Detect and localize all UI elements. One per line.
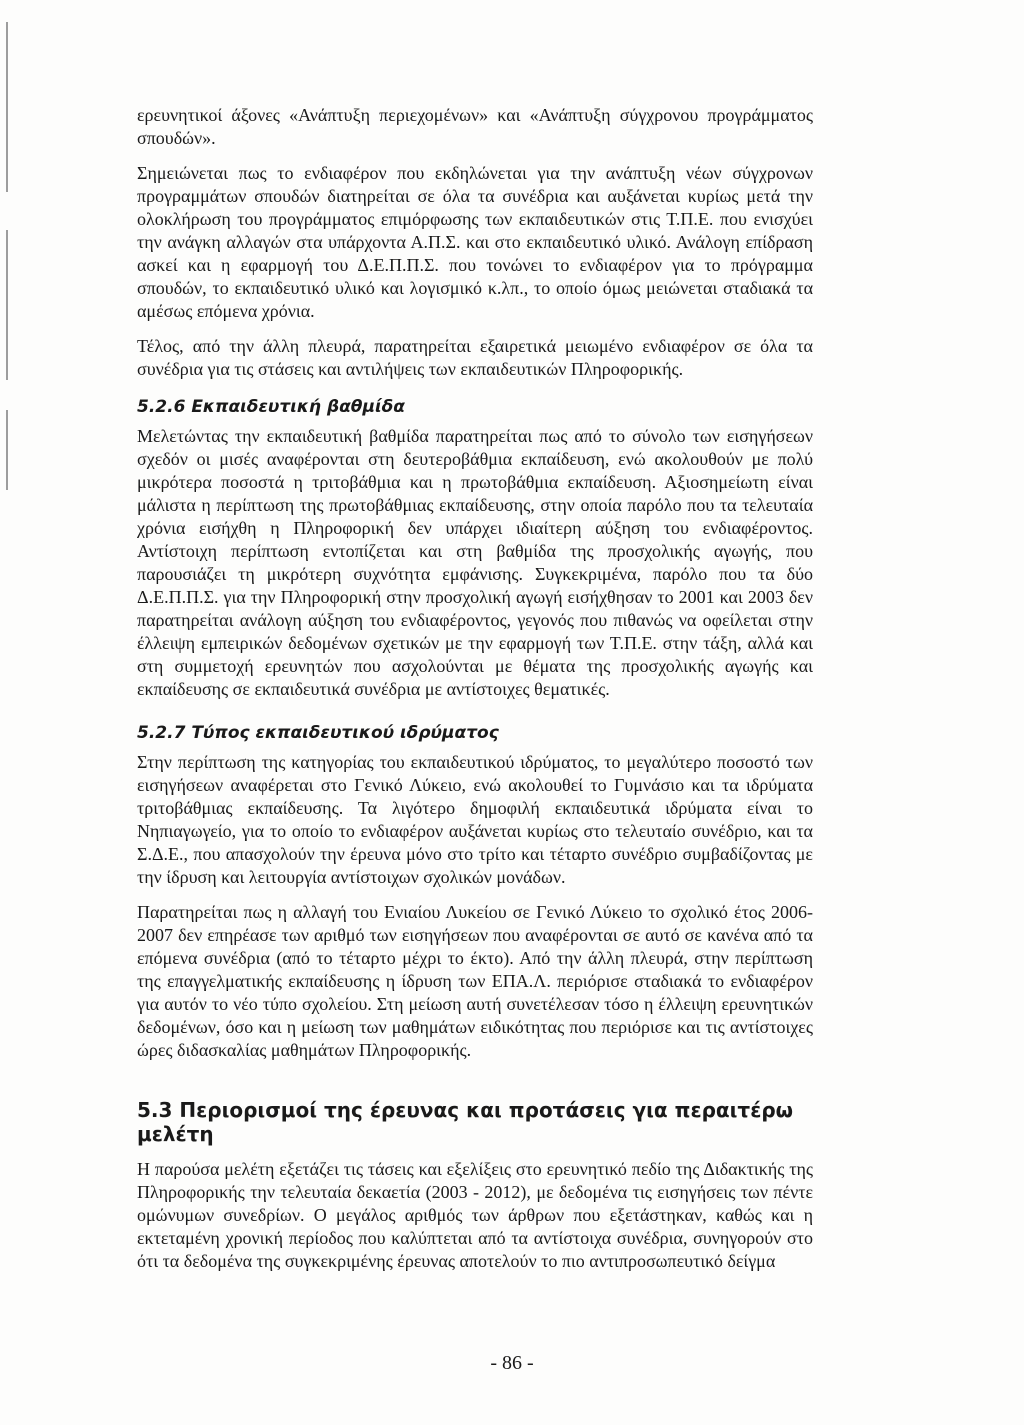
page-number: - 86 - [490, 1352, 534, 1374]
heading-5-3: 5.3 Περιορισμοί της έρευνας και προτάσεις για περαιτέρω μελέτη [137, 1098, 794, 1146]
paragraph-curriculum-interest: Σημειώνεται πως το ενδιαφέρον που εκδηλώνεται για την ανάπτυξη νέων σύγχρονων προγραμμάτων σπουδών διατηρείται σε όλα τα συνέδρια και αυξάνεται κυρίως μετά την ολοκλήρωση του προγράμματος επιμόρφωσης των εκπαιδευτικών στις Τ.Π.Ε. που ενισχύει την ανάγκη αλλαγών στα υπάρχοντα Α.Π.Σ. και στο εκπαιδευτικό υλικό. Ανάλογη επίδραση ασκεί και η εφαρμογή του Δ.Ε.Π.Π.Σ. που τονώνει το ενδιαφέρον για το πρόγραμμα σπουδών, το εκπαιδευτικό υλικό και λογισμικό κ.λπ., το οποίο όμως μειώνεται σταδιακά τα αμέσως επόμενα χρόνια. [137, 163, 813, 321]
paragraph-institution-type: Στην περίπτωση της κατηγορίας του εκπαιδευτικού ιδρύματος, το μεγαλύτερο ποσοστό των εισηγήσεων αναφέρεται στο Γενικό Λύκειο, ενώ ακολουθεί το Γυμνάσιο και τα ιδρύματα τριτοβάθμιας εκπαίδευσης. Τα λιγότερο δημοφιλή εκπαιδευτικά ιδρύματα είναι το Νηπιαγωγείο, για το οποίο το ενδιαφέρον αυξάνεται κυρίως στο τελευταίο συνέδριο, και τα Σ.Δ.Ε., που απασχολούν την έρευνα μόνο στο τρίτο και τέταρτο συνέδριο συμβαδίζοντας με την ίδρυση και λειτουργία αντίστοιχων σχολικών μονάδων. [137, 752, 813, 887]
paragraph-limitations: Η παρούσα μελέτη εξετάζει τις τάσεις και εξελίξεις στο ερευνητικό πεδίο της Διδακτικής της Πληροφορικής την τελευταία δεκαετία (2003 - 2012), με δεδομένα τις εισηγήσεις των πέντε ομώνυμων συνεδρίων. Ο μεγάλος αριθμός των άρθρων που εξετάστηκαν, καθώς και η εκτεταμένη χρονική περίοδος που καλύπτεται από τα αντίστοιχα συνέδρια, συνηγορούν στο ότι τα δεδομένα της συγκεκριμένης έρευνας αποτελούν το πιο αντιπροσωπευτικό δείγμα [137, 1159, 813, 1271]
heading-5-2-7: 5.2.7 Τύπος εκπαιδευτικού ιδρύματος [137, 723, 499, 743]
paragraph-lyceum-change: Παρατηρείται πως η αλλαγή του Ενιαίου Λυκείου σε Γενικό Λύκειο το σχολικό έτος 2006-2007 δεν επηρέασε των αριθμό των εισηγήσεων που αναφέρονται σε αυτό σε κανένα από τα επόμενα συνέδρια (από το τέταρτο μέχρι το έκτο). Από την άλλη πλευρά, στην περίπτωση της επαγγελματικής εκπαίδευσης η ίδρυση των ΕΠΑ.Λ. περιόρισε σταδιακά το ενδιαφέρον για αυτόν το νέο τύπο σχολείου. Στη μείωση αυτή συνετέλεσαν τόσο η έλλειψη ερευνητικών δεδομένων, όσο και η μείωση των μαθημάτων ειδικότητας που περιόρισε και τις αντίστοιχες ώρες διδασκαλίας μαθημάτων Πληροφορικής. [137, 902, 813, 1060]
heading-5-2-6: 5.2.6 Εκπαιδευτική βαθμίδα [137, 397, 405, 417]
scan-edge-mark [6, 410, 8, 490]
scan-edge-mark [6, 230, 8, 380]
paragraph-research-axes: ερευνητικοί άξονες «Ανάπτυξη περιεχομένων» και «Ανάπτυξη σύγχρονου προγράμματος σπουδών». [137, 105, 813, 148]
paragraph-education-level: Μελετώντας την εκπαιδευτική βαθμίδα παρατηρείται πως από το σύνολο των εισηγήσεων σχεδόν οι μισές αναφέρονται στη δευτεροβάθμια εκπαίδευση, ενώ ακολουθούν με πολύ μικρότερα ποσοστά η τριτοβάθμια και η πρωτοβάθμια εκπαίδευση. Αξιοσημείωτη είναι μάλιστα η περίπτωση της πρωτοβάθμιας εκπαίδευσης, στην οποία παρόλο που τα τελευταία χρόνια εισήχθη η Πληροφορική δεν υπάρχει ιδιαίτερη αύξηση του ενδιαφέροντος. Αντίστοιχη περίπτωση εντοπίζεται και στη βαθμίδα της προσχολικής αγωγής, που παρουσιάζει τη μικρότερη συχνότητα εμφάνισης. Συγκεκριμένα, παρόλο που τα δύο Δ.Ε.Π.Π.Σ. για την Πληροφορική στην προσχολική αγωγή εισήχθησαν το 2001 και 2003 δεν παρατηρείται ανάλογη αύξηση του ενδιαφέροντος, γεγονός που πιθανώς να οφείλεται στην έλλειψη εμπειρικών δεδομένων σχετικών με την εφαρμογή των Τ.Π.Ε. στην τάξη, αλλά και στη συμμετοχή ερευνητών που ασχολούνται με θέματα της προσχολικής αγωγής και εκπαίδευσης σε εκπαιδευτικά συνέδρια με αντίστοιχες θεματικές. [137, 426, 813, 699]
scan-edge-mark [6, 22, 8, 192]
paragraph-attitudes: Τέλος, από την άλλη πλευρά, παρατηρείται εξαιρετικά μειωμένο ενδιαφέρον σε όλα τα συνέδρια για τις στάσεις και αντιλήψεις των εκπαιδευτικών Πληροφορικής. [137, 336, 813, 379]
document-page [137, 104, 813, 1273]
